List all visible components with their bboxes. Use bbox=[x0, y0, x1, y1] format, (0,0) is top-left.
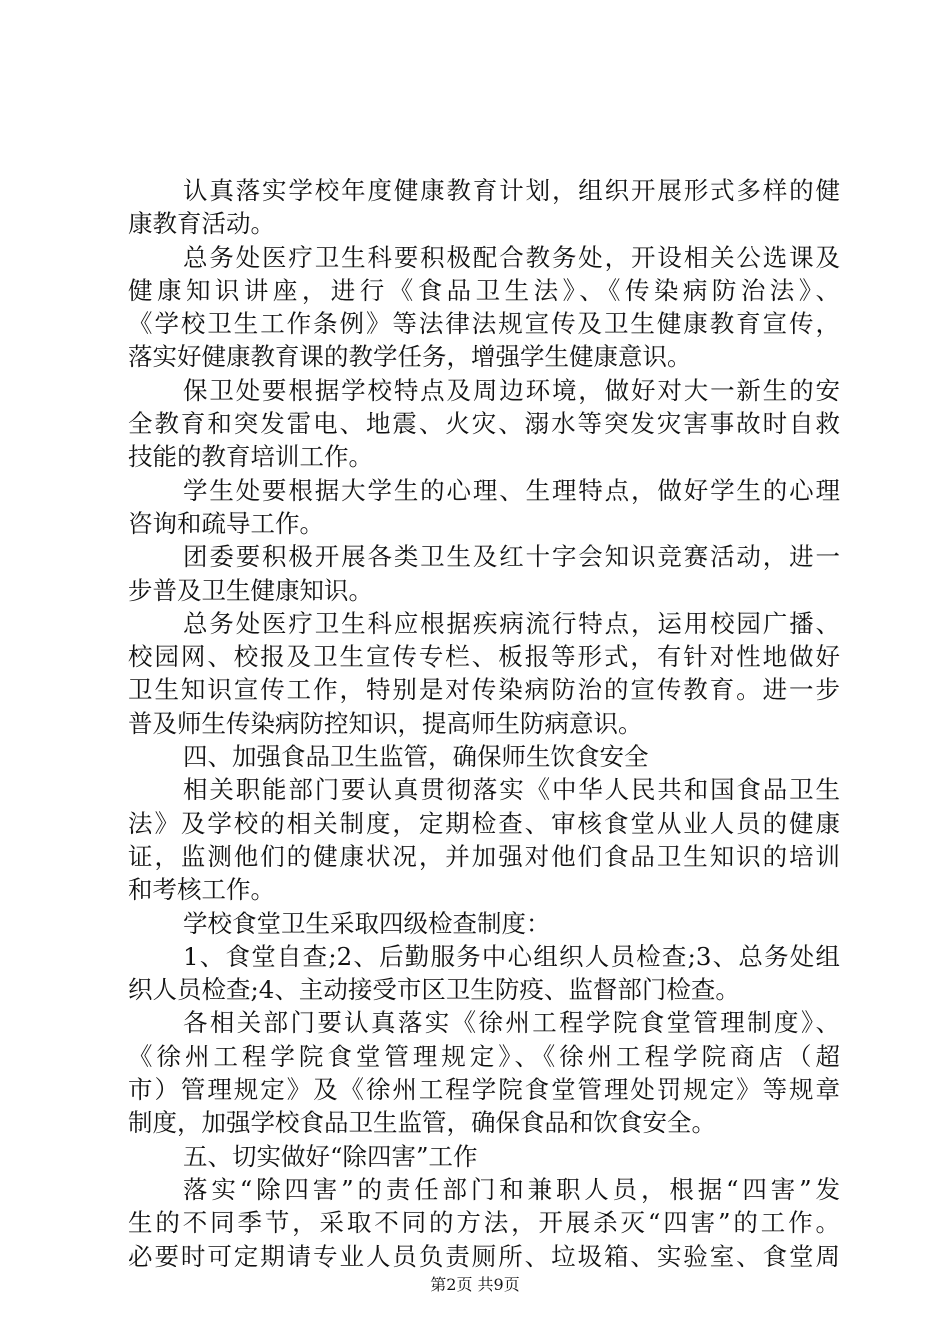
text-line: 落实好健康教育课的教学任务，增强学生健康意识。 bbox=[128, 342, 692, 372]
text-line: 学校食堂卫生采取四级检查制度： bbox=[183, 908, 551, 938]
text-line: 校园网、校报及卫生宣传专栏、板报等形式，有针对性地做好 bbox=[128, 642, 840, 672]
text-line: 《学校卫生工作条例》等法律法规宣传及卫生健康教育宣传， bbox=[128, 309, 840, 339]
text-line: 卫生知识宣传工作，特别是对传染病防治的宣传教育。进一步 bbox=[128, 675, 840, 705]
document-body bbox=[128, 174, 840, 1273]
text-line: 总务处医疗卫生科应根据疾病流行特点，运用校园广播、 bbox=[183, 608, 840, 638]
text-line: 五、切实做好“除四害”工作 bbox=[183, 1141, 478, 1171]
text-line: 技能的教育培训工作。 bbox=[128, 442, 373, 472]
text-line: 必要时可定期请专业人员负责厕所、垃圾箱、实验室、食堂周 bbox=[128, 1241, 840, 1271]
text-line: 织人员检查;4、主动接受市区卫生防疫、监督部门检查。 bbox=[128, 975, 740, 1005]
text-line: 和考核工作。 bbox=[128, 875, 275, 905]
text-line: 法》及学校的相关制度，定期检查、审核食堂从业人员的健康 bbox=[128, 808, 840, 838]
text-line: 落实“除四害”的责任部门和兼职人员，根据“四害”发 bbox=[183, 1174, 840, 1204]
page-number-footer: 第2页 共9页 bbox=[430, 1275, 520, 1294]
text-line: 步普及卫生健康知识。 bbox=[128, 575, 373, 605]
text-line: 1、食堂自查;2、后勤服务中心组织人员检查;3、总务处组 bbox=[183, 941, 840, 971]
text-line: 团委要积极开展各类卫生及红十字会知识竞赛活动，进一 bbox=[183, 542, 840, 572]
text-line: 总务处医疗卫生科要积极配合教务处，开设相关公选课及 bbox=[183, 242, 840, 272]
text-line: 健康知识讲座，进行《食品卫生法》、《传染病防治法》、 bbox=[128, 275, 840, 305]
text-line: 生的不同季节，采取不同的方法，开展杀灭“四害”的工作。 bbox=[128, 1208, 840, 1238]
text-line: 认真落实学校年度健康教育计划，组织开展形式多样的健 bbox=[183, 176, 840, 205]
text-line: 全教育和突发雷电、地震、火灾、溺水等突发灾害事故时自救 bbox=[128, 409, 840, 439]
text-line: 各相关部门要认真落实《徐州工程学院食堂管理制度》、 bbox=[183, 1008, 840, 1038]
text-line: 制度，加强学校食品卫生监管，确保食品和饮食安全。 bbox=[128, 1108, 716, 1138]
text-line: 《徐州工程学院食堂管理规定》、《徐州工程学院商店（超 bbox=[128, 1041, 840, 1071]
text-line: 证，监测他们的健康状况，并加强对他们食品卫生知识的培训 bbox=[128, 841, 840, 871]
text-line: 保卫处要根据学校特点及周边环境，做好对大一新生的安 bbox=[183, 375, 840, 405]
text-line: 康教育活动。 bbox=[128, 209, 275, 239]
text-line: 四、加强食品卫生监管，确保师生饮食安全 bbox=[183, 742, 649, 772]
text-line: 市）管理规定》及《徐州工程学院食堂管理处罚规定》等规章 bbox=[128, 1075, 840, 1105]
text-line: 学生处要根据大学生的心理、生理特点，做好学生的心理 bbox=[183, 475, 840, 505]
text-line: 普及师生传染病防控知识，提高师生防病意识。 bbox=[128, 708, 643, 738]
text-line: 相关职能部门要认真贯彻落实《中华人民共和国食品卫生 bbox=[183, 775, 840, 805]
text-line: 咨询和疏导工作。 bbox=[128, 508, 324, 538]
